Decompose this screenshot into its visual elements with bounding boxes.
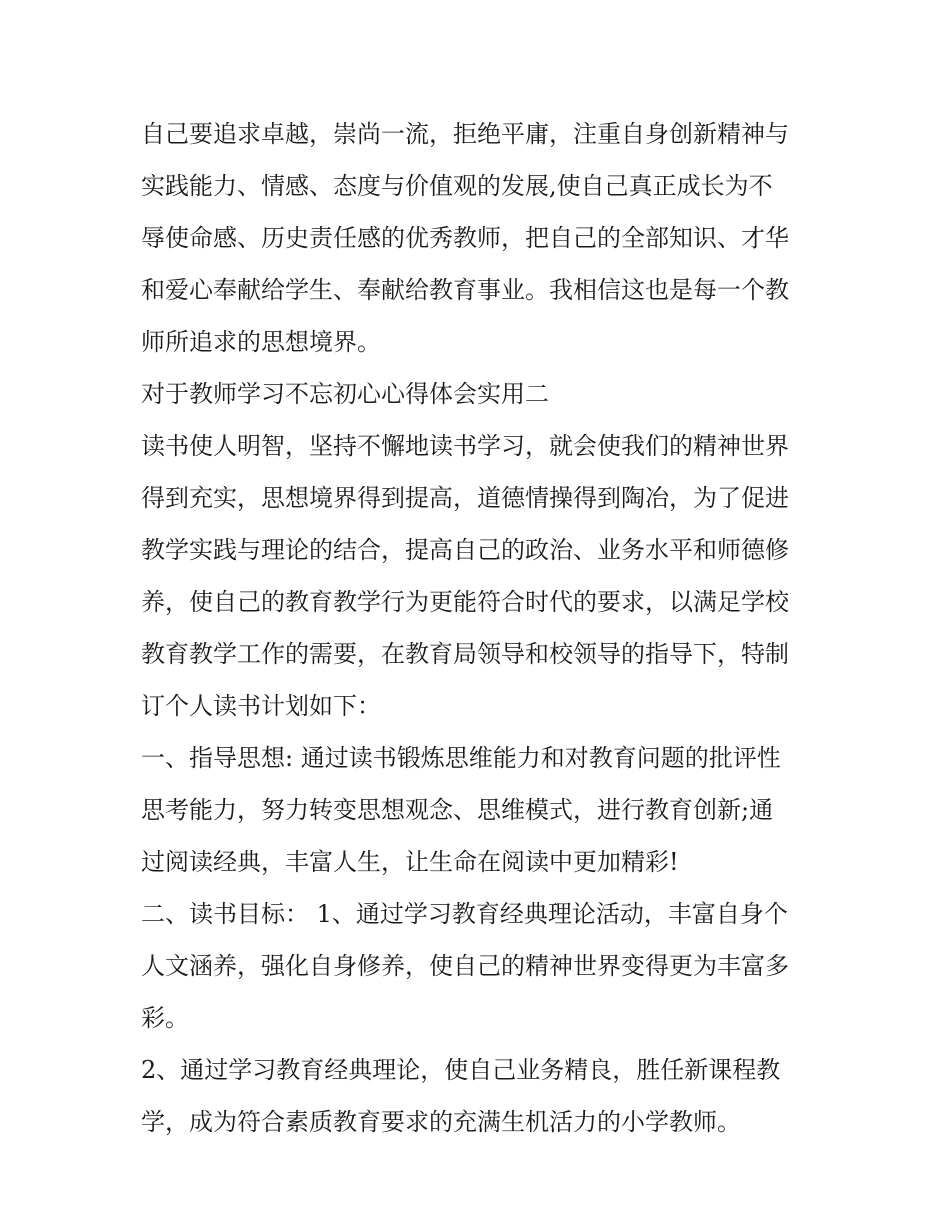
text-line: 二、读书目标： 1、通过学习教育经典理论活动，丰富自身个 [141, 900, 788, 928]
text-line: 自己要追求卓越，崇尚一流，拒绝平庸，注重自身创新精神与 [141, 120, 789, 148]
text-line: 教学实践与理论的结合，提高自己的政治、业务水平和师德修 [141, 536, 789, 564]
text-line: 人文涵养，强化自身修养，使自己的精神世界变得更为丰富多 [141, 952, 789, 980]
text-line: 彩。 [141, 1004, 189, 1032]
text-line: 思考能力，努力转变思想观念、思维模式，进行教育创新;通 [141, 796, 774, 824]
text-line: 过阅读经典，丰富人生，让生命在阅读中更加精彩! [141, 848, 679, 876]
text-line: 师所追求的思想境界。 [141, 328, 381, 356]
text-line: 和爱心奉献给学生、奉献给教育事业。我相信这也是每一个教 [141, 276, 789, 304]
text-line: 订个人读书计划如下： [141, 692, 381, 720]
text-line: 养，使自己的教育教学行为更能符合时代的要求，以满足学校 [141, 588, 789, 616]
text-line: 一、指导思想: 通过读书锻炼思维能力和对教育问题的批评性 [141, 744, 781, 772]
text-line: 学，成为符合素质教育要求的充满生机活力的小学教师。 [141, 1108, 741, 1136]
document-body [141, 108, 821, 1148]
text-line: 2、通过学习教育经典理论，使自己业务精良，胜任新课程教 [141, 1056, 781, 1084]
text-line: 得到充实，思想境界得到提高，道德情操得到陶冶，为了促进 [141, 484, 789, 512]
text-line: 实践能力、情感、态度与价值观的发展,使自己真正成长为不 [141, 172, 773, 200]
text-line: 教育教学工作的需要，在教育局领导和校领导的指导下，特制 [141, 640, 789, 668]
text-line: 读书使人明智，坚持不懈地读书学习，就会使我们的精神世界 [141, 432, 789, 460]
text-line: 辱使命感、历史责任感的优秀教师，把自己的全部知识、才华 [141, 224, 789, 252]
section-heading: 对于教师学习不忘初心心得体会实用二 [141, 380, 549, 408]
